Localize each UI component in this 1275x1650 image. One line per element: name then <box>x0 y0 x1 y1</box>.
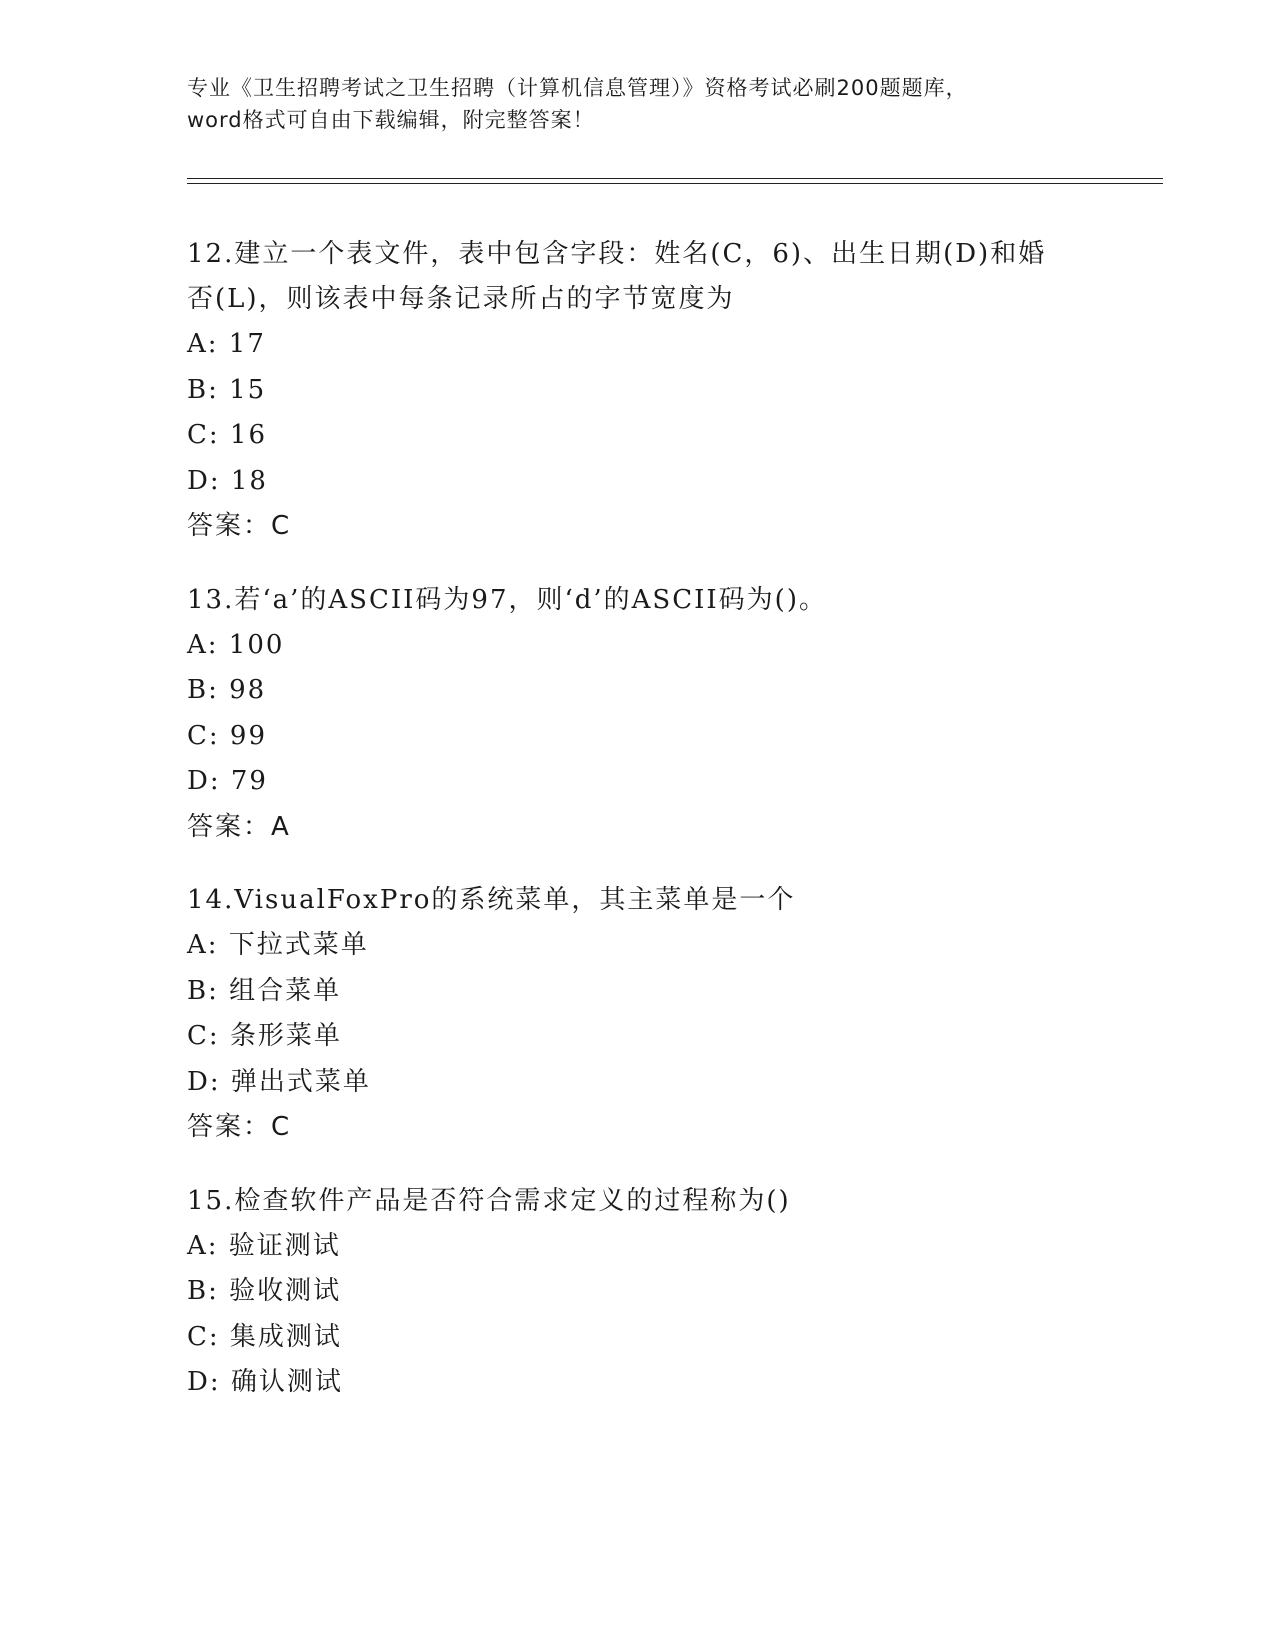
option-c: C: 集成测试 <box>187 1321 342 1352</box>
header-divider-top <box>187 178 1163 179</box>
question-14 <box>187 878 1087 1151</box>
header-divider-bottom <box>187 183 1163 184</box>
option-d: D: 弹出式菜单 <box>187 1066 371 1097</box>
question-stem: 14.VisualFoxPro的系统菜单，其主菜单是一个 <box>187 885 796 915</box>
option-a: A: 17 <box>187 329 266 359</box>
option-b: B: 98 <box>187 675 267 705</box>
question-stem: 15.检查软件产品是否符合需求定义的过程称为() <box>187 1185 791 1216</box>
question-13 <box>187 578 1087 851</box>
question-list <box>187 232 1087 1434</box>
answer-line: 答案：C <box>187 511 292 541</box>
option-c: C: 条形菜单 <box>187 1021 342 1051</box>
option-c: C: 16 <box>187 420 268 450</box>
answer-line: 答案：A <box>187 811 291 842</box>
question-stem-continued: 否(L)，则该表中每条记录所占的字节宽度为 <box>187 284 735 314</box>
option-a: A: 100 <box>187 629 285 660</box>
option-a: A: 验证测试 <box>187 1230 341 1261</box>
option-c: C: 99 <box>187 720 268 751</box>
option-b: B: 15 <box>187 374 267 405</box>
header-line-1: 专业《卫生招聘考试之卫生招聘（计算机信息管理）》资格考试必刷200题题库， <box>187 76 968 100</box>
option-b: B: 组合菜单 <box>187 975 342 1006</box>
question-12 <box>187 232 1087 550</box>
answer-line: 答案：C <box>187 1112 292 1142</box>
option-b: B: 验收测试 <box>187 1276 342 1306</box>
option-d: D: 18 <box>187 465 268 496</box>
document-header <box>187 72 1087 136</box>
question-15 <box>187 1179 1087 1406</box>
question-stem: 13.若‘a’的ASCII码为97，则‘d’的ASCII码为()。 <box>187 584 827 615</box>
option-d: D: 79 <box>187 766 268 796</box>
option-d: D: 确认测试 <box>187 1367 343 1397</box>
question-stem: 12.建立一个表文件，表中包含字段：姓名(C，6)、出生日期(D)和婚 <box>187 239 1047 269</box>
option-a: A: 下拉式菜单 <box>187 930 369 960</box>
header-line-2: word格式可自由下载编辑，附完整答案！ <box>187 108 595 132</box>
